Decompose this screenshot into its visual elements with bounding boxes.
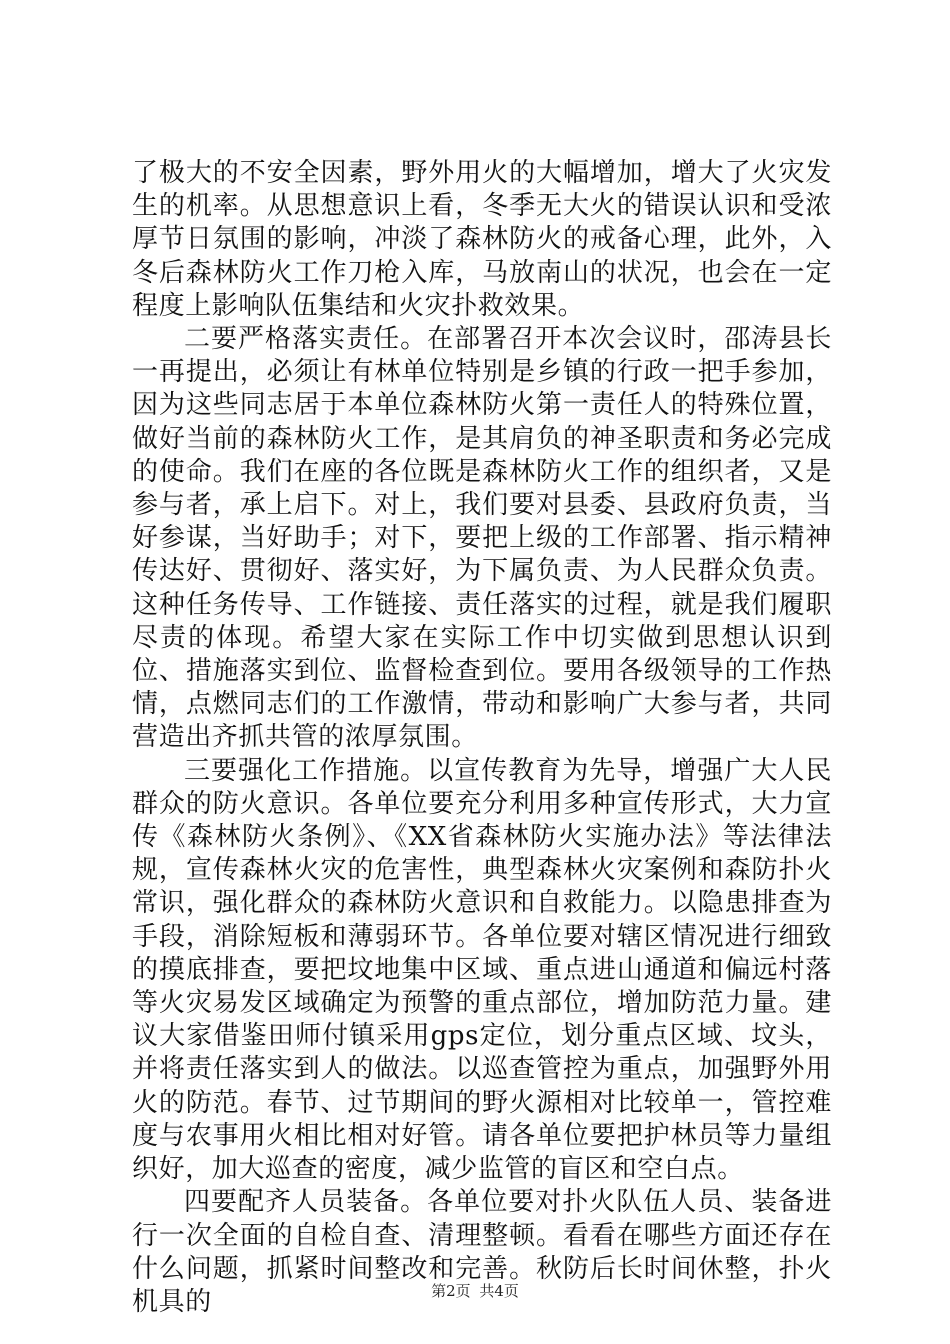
- page-total: 共4页: [479, 1282, 519, 1300]
- paragraph-1: 了极大的不安全因素，野外用火的大幅增加，增大了火灾发生的机率。从思想意识上看，冬季无大火的错误认识和受浓厚节日氛围的影响，冲淡了森林防火的戒备心理，此外，入冬后森林防火工作刀枪入库，马放南山的状况，也会在一定程度上影响队伍集结和火灾扑救效果。: [132, 158, 832, 321]
- paragraph-3: 三要强化工作措施。以宣传教育为先导，增强广大人民群众的防火意识。各单位要充分利用多种宣传形式，大力宣传《森林防火条例》、《XX省森林防火实施办法》等法律法规，宣传森林火灾的危害性，典型森林火灾案例和森防扑火常识，强化群众的森林防火意识和自救能力。以隐患排查为手段，消除短板和薄弱环节。各单位要对辖区情况进行细致的摸底排查，要把坟地集中区域、重点进山通道和偏远村落等火灾易发区域确定为预警的重点部位，增加防范力量。建议大家借鉴田师付镇采用gps定位，划分重点区域、坟头，并将责任落实到人的做法。以巡查管控为重点，加强野外用火的防范。春节、过节期间的野火源相对比较单一，管控难度与农事用火相比相对好管。请各单位要把护林员等力量组织好，加大巡查的密度，减少监管的盲区和空白点。: [132, 755, 832, 1185]
- page-footer: [0, 1280, 950, 1301]
- paragraph-4: 四要配齐人员装备。各单位要对扑火队伍人员、装备进行一次全面的自检自查、清理整顿。看看在哪些方面还存在什么问题，抓紧时间整改和完善。秋防后长时间休整，扑火机具的: [132, 1187, 832, 1317]
- paragraph-2: 二要严格落实责任。在部署召开本次会议时，邵涛县长一再提出，必须让有林单位特别是乡镇的行政一把手参加，因为这些同志居于本单位森林防火第一责任人的特殊位置，做好当前的森林防火工作，是其肩负的神圣职责和务必完成的使命。我们在座的各位既是森林防火工作的组织者，又是参与者，承上启下。对上，我们要对县委、县政府负责，当好参谋，当好助手；对下，要把上级的工作部署、指示精神传达好、贯彻好、落实好，为下属负责、为人民群众负责。这种任务传导、工作链接、责任落实的过程，就是我们履职尽责的体现。希望大家在实际工作中切实做到思想认识到位、措施落实到位、监督检查到位。要用各级领导的工作热情，点燃同志们的工作激情，带动和影响广大参与者，共同营造出齐抓共管的浓厚氛围。: [132, 324, 832, 753]
- document-body: [132, 157, 832, 1319]
- page-number: 第2页: [431, 1282, 471, 1300]
